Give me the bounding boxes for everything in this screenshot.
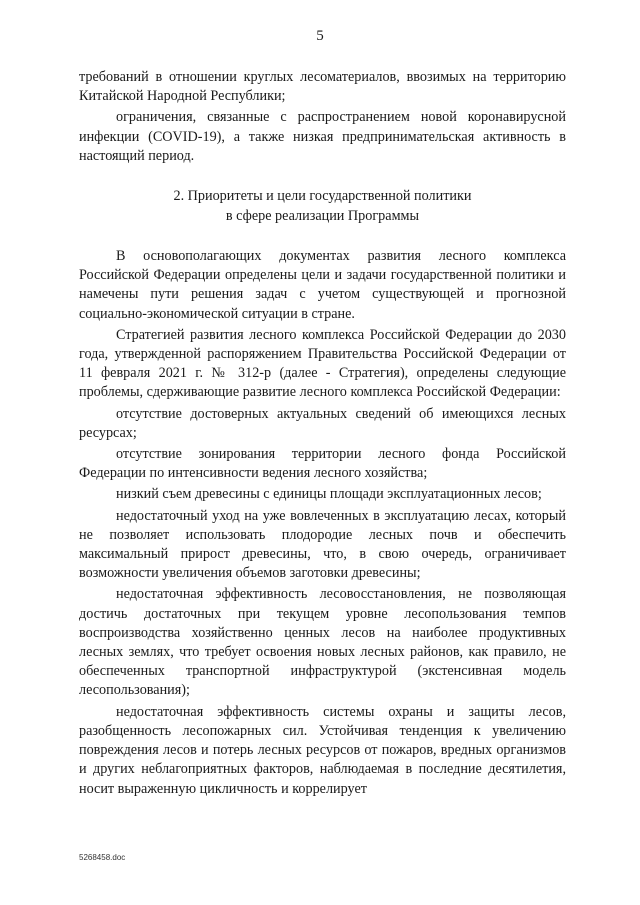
list-item: низкий съем древесины с единицы площади эксплуатационных лесов; (116, 486, 542, 503)
document-body (79, 68, 566, 799)
section-heading-line: 2. Приоритеты и цели государственной политики (173, 188, 472, 205)
list-item: недостаточный уход на уже вовлеченных в эксплуатацию лесах, который не позволяет использовать плодородие лесных почв и обеспечить максимальный прирост древесины, что, в свою очередь, ограничивает возможности увеличения объемов заготовки древесины; (79, 507, 566, 582)
list-item: отсутствие зонирования территории лесного фонда Российской Федерации по интенсивности ведения лесного хозяйства; (79, 446, 566, 482)
page-number: 5 (316, 28, 324, 44)
list-item: недостаточная эффективность лесовосстановления, не позволяющая достичь достаточных при текущем уровне лесопользования темпов воспроизводства хозяйственно ценных лесов на наиболее продуктивных лесных землях, что требует освоения новых лесных районов, как правило, не обеспеченных транспортной инфраструктурой (экстенсивная модель лесопользования); (79, 586, 566, 699)
list-item: отсутствие достоверных актуальных сведений об имеющихся лесных ресурсах; (79, 405, 566, 441)
paragraph: Стратегией развития лесного комплекса Российской Федерации до 2030 года, утвержденной распоряжением Правительства Российской Федерации от 11 февраля 2021 г. № 312-р (далее - Стратегия), определены следующие проблемы, сдерживающие развитие лесного комплекса Российской Федерации: (79, 326, 566, 401)
document-filename: 5268458.doc (79, 853, 126, 862)
section-heading-line: в сфере реализации Программы (225, 207, 420, 224)
list-item: недостаточная эффективность системы охраны и защиты лесов, разобщенность лесопожарных сил. Устойчивая тенденция к увеличению повреждения лесов и потерь лесных ресурсов от пожаров, вредных организмов и других неблагоприятных факторов, наблюдаемая в последние десятилетия, носит выраженную цикличность и коррелирует (79, 703, 566, 797)
paragraph: В основополагающих документах развития лесного комплекса Российской Федерации определены цели и задачи государственной политики и намечены пути решения задач с учетом существующей и прогнозной социально-экономической ситуации в стране. (79, 248, 566, 322)
paragraph: требований в отношении круглых лесоматериалов, ввозимых на территорию Китайской Народной Республики; (79, 69, 566, 105)
section-heading (79, 187, 566, 226)
paragraph: ограничения, связанные с распространением новой коронавирусной инфекции (COVID-19), а также низкая предпринимательская активность в настоящий период. (79, 109, 566, 164)
